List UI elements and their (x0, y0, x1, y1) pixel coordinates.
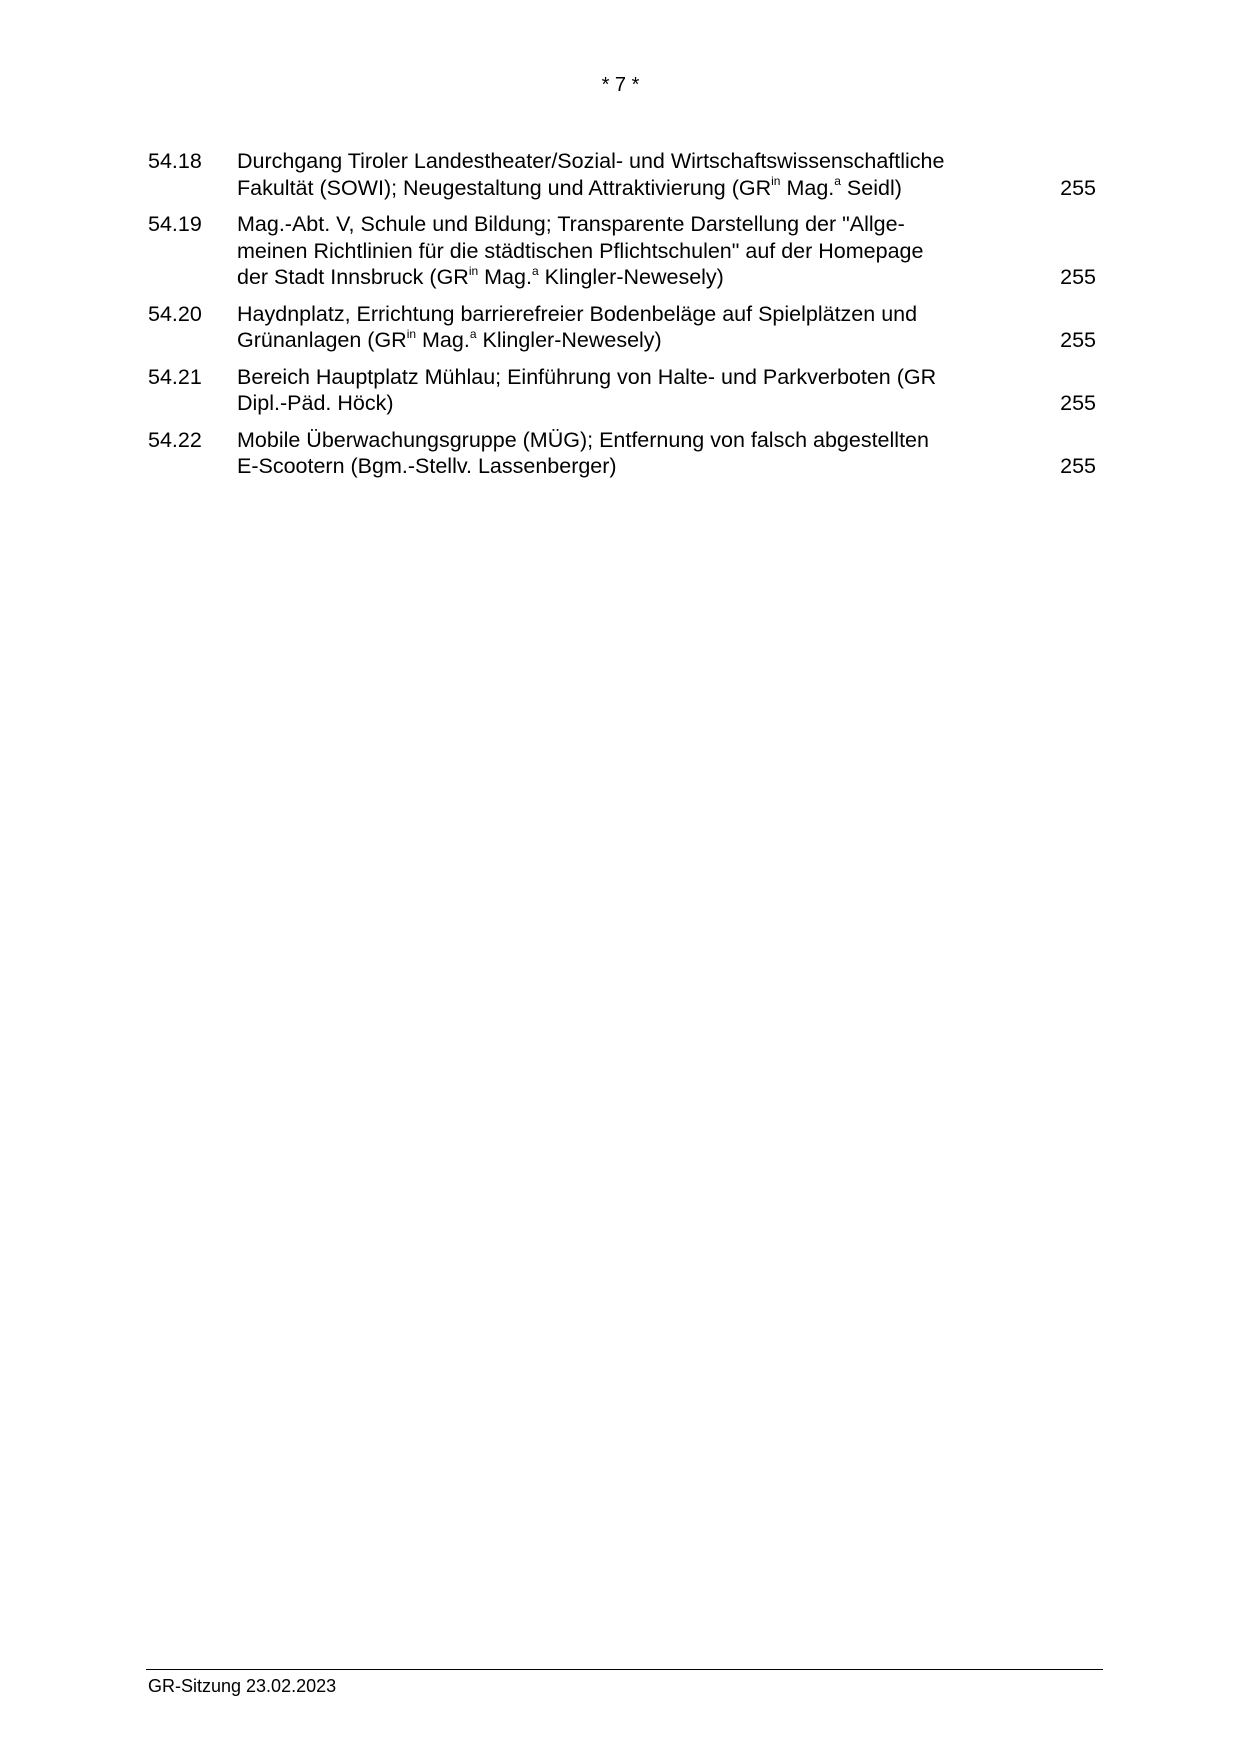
title-text: Mag. (478, 265, 532, 289)
toc-entry-title-line (237, 211, 1017, 238)
toc-entry-page: 255 (1060, 454, 1096, 478)
toc-entry-title (237, 211, 1017, 291)
toc-entry (148, 211, 1098, 291)
title-text: Klingler-Newesely) (476, 328, 662, 352)
page-number: * 7 * (601, 74, 640, 96)
toc-entry-page: 255 (1060, 175, 1096, 200)
title-text: Mag.-Abt. V, Schule und Bildung; Transparente Darstellung der "Allge- (237, 212, 905, 236)
toc-entry-title (237, 364, 1017, 417)
toc-entry-title-line (237, 327, 1017, 354)
toc-entry-page: 255 (1060, 265, 1096, 289)
title-text: Mobile Überwachungsgruppe (MÜG); Entfernung von falsch abgestellten (237, 427, 929, 452)
toc-entry-title (237, 301, 1017, 354)
title-text: Haydnplatz, Errichtung barrierefreier Bodenbeläge auf Spielplätzen und (237, 301, 918, 326)
title-text: E-Scootern (Bgm.-Stellv. Lassenberger) (237, 454, 617, 478)
superscript-text: in (468, 263, 479, 278)
title-text: Seidl) (840, 175, 902, 200)
toc-entry-number: 54.20 (148, 301, 202, 326)
toc-entry-title-line (237, 238, 1017, 265)
table-of-contents (148, 148, 1098, 490)
toc-entry-title-line (237, 453, 1017, 480)
title-text: Durchgang Tiroler Landestheater/Sozial- und Wirtschaftswissenschaftliche (237, 149, 945, 173)
superscript-text: in (406, 326, 417, 341)
toc-entry (148, 301, 1098, 354)
title-text: Mag. (780, 175, 835, 200)
superscript-text: in (771, 174, 781, 189)
toc-entry-page: 255 (1060, 391, 1096, 415)
title-text: der Stadt Innsbruck (GR (237, 265, 469, 289)
toc-entry-title-line (237, 301, 1017, 328)
toc-entry-number: 54.21 (148, 364, 202, 389)
title-text: Dipl.-Päd. Höck) (237, 391, 394, 415)
footer-divider (146, 1669, 1103, 1670)
toc-entry-title-line (237, 175, 1017, 202)
title-text: Klingler-Newesely) (538, 265, 724, 289)
toc-entry-number: 54.22 (148, 427, 202, 452)
toc-entry-number: 54.19 (148, 212, 202, 236)
toc-entry-title-line (237, 148, 1017, 175)
toc-entry (148, 148, 1098, 201)
superscript-text: a (469, 326, 477, 341)
toc-entry-title-line (237, 364, 1017, 391)
footer-session-date: GR-Sitzung 23.02.2023 (148, 1676, 337, 1696)
title-text: Fakultät (SOWI); Neugestaltung und Attraktivierung (GR (237, 175, 772, 200)
toc-entry-page: 255 (1060, 328, 1096, 352)
superscript-text: a (834, 174, 841, 189)
toc-entry-title (237, 148, 1017, 201)
title-text: meinen Richtlinien für die städtischen Pflichtschulen" auf der Homepage (237, 238, 924, 263)
toc-entry (148, 364, 1098, 417)
toc-entry (148, 427, 1098, 480)
title-text: Bereich Hauptplatz Mühlau; Einführung von Halte- und Parkverboten (GR (237, 364, 937, 389)
title-text: Grünanlagen (GR (237, 328, 407, 352)
toc-entry-title-line (237, 264, 1017, 291)
toc-entry-title-line (237, 427, 1017, 454)
superscript-text: a (531, 263, 539, 278)
title-text: Mag. (416, 328, 470, 352)
toc-entry-number: 54.18 (148, 149, 202, 173)
toc-entry-title (237, 427, 1017, 480)
toc-entry-title-line (237, 390, 1017, 417)
